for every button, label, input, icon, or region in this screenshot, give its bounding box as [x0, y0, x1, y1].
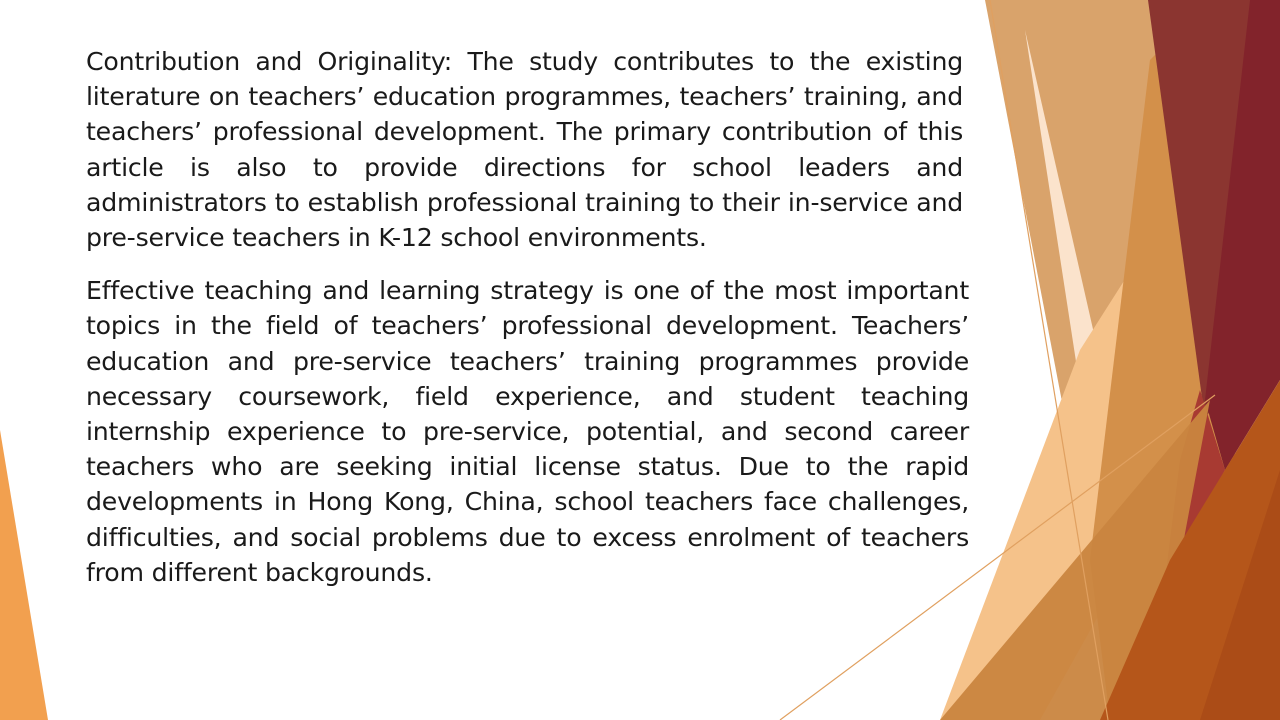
- left-orange-triangle: [0, 430, 48, 720]
- effective-teaching-paragraph: Effective teaching and learning strategy is one of the most important topics in the field of teachers’ professional development. Teachers’ education and pre-service teachers’ training programmes provide necessary coursework, field experience, and student teaching internship experience to pre-service, potential, and second career teachers who are seeking initial license status. Due to the rapid developments in Hong Kong, China, school teachers face challenges, difficulties, and social problems due to excess enrolment of teachers from different backgrounds.: [86, 276, 969, 587]
- contribution-paragraph: Contribution and Originality: The study contributes to the existing literature on teachers’ education programmes, teachers’ training, and teachers’ professional development. The primary contribution of this article is also to provide directions for school leaders and administrators to establish professional training to their in-service and pre-service teachers in K-12 school environments.: [86, 47, 963, 253]
- slide-body: [86, 44, 969, 590]
